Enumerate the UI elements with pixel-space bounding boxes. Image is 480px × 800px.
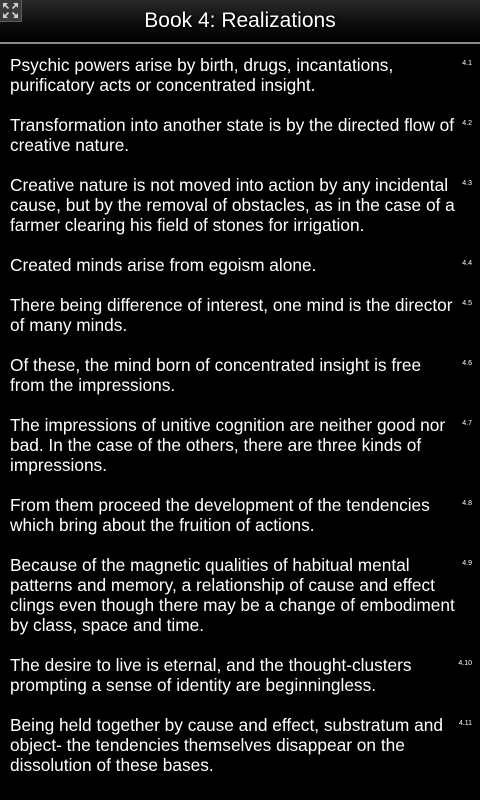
verse-number: 4.4	[462, 260, 472, 267]
verse-text: Being held together by cause and effect, substratum and object- the tendencies themselves disappear on the dissolution of these bases.	[10, 715, 443, 775]
verse-text: The impressions of unitive cognition are neither good nor bad. In the case of the others, there are three kinds of impressions.	[10, 415, 446, 475]
verse-text: Of these, the mind born of concentrated insight is free from the impressions.	[10, 355, 422, 395]
verse-number: 4.10	[458, 660, 472, 667]
verse-text: Because of the magnetic qualities of habitual mental patterns and memory, a relationship of cause and effect clings even though there may be a change of embodiment by class, space and time.	[10, 555, 455, 635]
verse-number: 4.5	[462, 300, 472, 307]
verse-text: Created minds arise from egoism alone.	[10, 255, 317, 275]
verse-item	[0, 546, 480, 635]
verse-text: From them proceed the development of the tendencies which bring about the fruition of actions.	[10, 495, 430, 535]
verse-text: Transformation into another state is by the directed flow of creative nature.	[10, 115, 455, 155]
verse-item	[0, 166, 480, 235]
verse-item	[0, 406, 480, 475]
verse-number: 4.9	[462, 560, 472, 567]
verse-item	[0, 706, 480, 775]
verse-item	[0, 106, 480, 155]
verse-number: 4.3	[462, 180, 472, 187]
verse-number: 4.8	[462, 500, 472, 507]
page-title: Book 4: Realizations	[144, 9, 336, 32]
verse-item	[0, 646, 480, 695]
title-bar	[0, 0, 480, 44]
verse-number: 4.2	[462, 120, 472, 127]
verse-text: The desire to live is eternal, and the thought-clusters prompting a sense of identity are beginningless.	[10, 655, 412, 695]
verse-list[interactable]	[0, 46, 480, 800]
verse-item	[0, 346, 480, 395]
verse-item	[0, 486, 480, 535]
verse-number: 4.1	[462, 60, 472, 67]
verse-item	[0, 246, 480, 275]
verse-text: Creative nature is not moved into action by any incidental cause, but by the removal of obstacles, as in the case of a farmer clearing his field of stones for irrigation.	[10, 175, 455, 235]
verse-number: 4.6	[462, 360, 472, 367]
verse-number: 4.7	[462, 420, 472, 427]
verse-number: 4.11	[458, 720, 472, 727]
verse-item	[0, 286, 480, 335]
verse-text: There being difference of interest, one mind is the director of many minds.	[10, 295, 453, 335]
verse-text: Psychic powers arise by birth, drugs, incantations, purificatory acts or concentrated insight.	[10, 55, 394, 95]
verse-item	[0, 46, 480, 95]
